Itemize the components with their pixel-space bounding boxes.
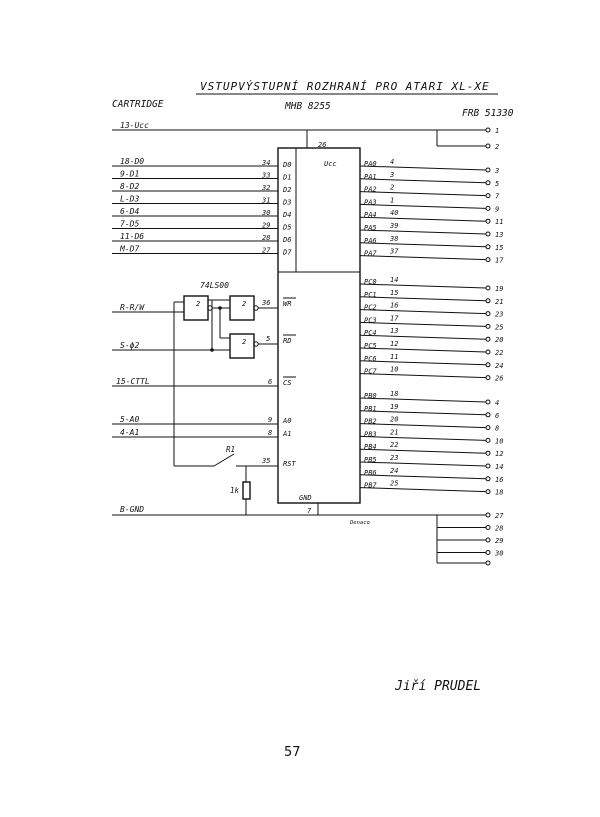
pb-pin-number: 22 bbox=[390, 441, 399, 450]
pc-pin-number: 11 bbox=[390, 352, 399, 361]
pb-line bbox=[360, 424, 486, 428]
pa-pin-number: 40 bbox=[390, 209, 399, 218]
pc-pin-number: 15 bbox=[390, 288, 399, 297]
connector-terminal bbox=[486, 538, 490, 542]
connector-pin-number: 25 bbox=[495, 323, 504, 332]
small-note: Denaco bbox=[350, 520, 370, 526]
connector-pin-number: 18 bbox=[495, 488, 504, 497]
connector-pin-number: 29 bbox=[495, 537, 504, 545]
connector-pin-number: 21 bbox=[495, 297, 504, 306]
pc-line bbox=[360, 297, 486, 301]
pc-pin-name: PC6 bbox=[364, 354, 377, 363]
connector-pin-number: 24 bbox=[495, 361, 504, 370]
connector-pin-number: 1 bbox=[495, 127, 500, 135]
connector-pin-number: 27 bbox=[495, 512, 504, 520]
switch-label: R1 bbox=[226, 445, 236, 454]
pb-line bbox=[360, 462, 486, 466]
connector-pin-number: 14 bbox=[495, 463, 504, 471]
pb-line bbox=[360, 449, 486, 453]
data-pin-number: 27 bbox=[262, 246, 271, 255]
pa-pin-name: PA0 bbox=[364, 160, 377, 168]
pc-pin-name: PC4 bbox=[364, 329, 377, 338]
pa-line bbox=[360, 166, 486, 170]
connector-terminal bbox=[486, 551, 490, 555]
pb-line bbox=[360, 436, 486, 440]
connector-terminal bbox=[486, 194, 490, 198]
doc-code: FRB 51330 bbox=[462, 108, 514, 119]
gate2-pin: 2 bbox=[242, 300, 247, 308]
connector-terminal bbox=[486, 426, 490, 430]
pb-pin-number: 20 bbox=[390, 415, 399, 424]
pa-pin-name: PA5 bbox=[364, 224, 377, 232]
data-pin-name: D6 bbox=[283, 236, 292, 244]
pb-pin-name: PB1 bbox=[364, 404, 377, 413]
rd-pin: 5 bbox=[266, 335, 271, 343]
data-pin-number: 28 bbox=[262, 234, 271, 242]
pb-pin-number: 23 bbox=[390, 454, 399, 462]
data-pin-name: D5 bbox=[283, 223, 292, 232]
connector-pin-number: 13 bbox=[495, 231, 504, 239]
chip-vcc-label: Ucc bbox=[324, 160, 337, 168]
connector-pin-number: 10 bbox=[495, 437, 504, 446]
data-pin-name: D1 bbox=[283, 173, 292, 182]
connector bbox=[437, 127, 504, 565]
connector-terminal bbox=[486, 438, 490, 442]
data-signal-label: M-D7 bbox=[120, 244, 140, 254]
connector-pin-number: 4 bbox=[495, 399, 500, 407]
phi2-signal-label: S-ϕ2 bbox=[120, 341, 140, 350]
connector-pin-number: 7 bbox=[495, 192, 500, 201]
data-signal-label: 6-D4 bbox=[120, 207, 140, 216]
pc-pin-name: PC2 bbox=[364, 303, 377, 312]
data-signal-label: 7-D5 bbox=[120, 219, 140, 229]
pa-line bbox=[360, 256, 486, 260]
pc-pin-number: 12 bbox=[390, 340, 399, 348]
connector-terminal bbox=[486, 350, 490, 354]
connector-terminal bbox=[486, 232, 490, 236]
connector-pin-number: 9 bbox=[495, 205, 500, 214]
pa-pin-number: 37 bbox=[390, 247, 399, 256]
a1-signal-label: 4-A1 bbox=[120, 428, 140, 437]
pc-pin-number: 14 bbox=[390, 276, 399, 284]
pa-pin-name: PA1 bbox=[364, 172, 377, 181]
connector-pin-number: 2 bbox=[495, 143, 500, 151]
connector-pin-number: 28 bbox=[495, 524, 504, 533]
pa-line bbox=[360, 217, 486, 221]
connector-terminal bbox=[486, 206, 490, 210]
connector-pin-number: 23 bbox=[495, 310, 504, 319]
connector-terminal bbox=[486, 513, 490, 517]
rst-label: RST bbox=[283, 460, 296, 468]
connector-terminal bbox=[486, 400, 490, 404]
connector-pin-number: 26 bbox=[495, 374, 504, 383]
connector-terminal bbox=[486, 477, 490, 481]
pa-pin-number: 39 bbox=[390, 222, 399, 230]
pa-pin-number: 1 bbox=[390, 196, 395, 205]
connector-pin-number: 6 bbox=[495, 411, 500, 420]
a0-signal-label: 5-A0 bbox=[120, 415, 140, 424]
pb-pin-name: PB6 bbox=[364, 468, 377, 477]
connector-terminal bbox=[486, 258, 490, 262]
gnd-signal-label: B-GND bbox=[120, 505, 145, 514]
diagram-title: VSTUPVÝSTUPNÍ ROZHRANÍ PRO ATARI XL-XE bbox=[200, 80, 490, 93]
pa-line bbox=[360, 230, 486, 234]
pc-line bbox=[360, 335, 486, 339]
pc-pin-name: PC0 bbox=[364, 278, 377, 286]
pc-pin-name: PC1 bbox=[364, 290, 377, 299]
connector-terminal bbox=[486, 299, 490, 303]
pc-pin-number: 13 bbox=[390, 327, 399, 336]
cctl-signal-label: 15-CTTL bbox=[116, 377, 150, 386]
data-pin-number: 34 bbox=[262, 159, 271, 167]
pa-pin-number: 3 bbox=[390, 170, 395, 179]
a1-label: A1 bbox=[283, 430, 292, 438]
wr-label: WR bbox=[283, 300, 292, 308]
pb-line bbox=[360, 488, 486, 492]
connector-pin-number: 20 bbox=[495, 336, 504, 345]
pc-line bbox=[360, 310, 486, 314]
data-pin-name: D2 bbox=[283, 186, 292, 194]
pa-pin-number: 4 bbox=[390, 158, 395, 166]
pc-pin-number: 10 bbox=[390, 365, 399, 374]
pb-pin-name: PB4 bbox=[364, 443, 377, 452]
chip-gnd-pin: 7 bbox=[307, 507, 312, 515]
a0-label: A0 bbox=[283, 417, 292, 425]
connector-terminal bbox=[486, 337, 490, 341]
connector-pin-number: 17 bbox=[495, 256, 504, 265]
data-pin-number: 30 bbox=[262, 209, 271, 217]
cs-label: CS bbox=[283, 379, 292, 387]
pc-line bbox=[360, 348, 486, 352]
pa-pin-name: PA4 bbox=[364, 211, 377, 220]
pa-line bbox=[360, 243, 486, 247]
data-signal-label: 8-D2 bbox=[120, 182, 140, 191]
pc-line bbox=[360, 361, 486, 365]
connector-terminal bbox=[486, 168, 490, 172]
chip-label: MHB 8255 bbox=[285, 101, 331, 112]
pb-pin-number: 18 bbox=[390, 390, 399, 398]
pa-pin-name: PA7 bbox=[364, 249, 377, 258]
pb-pin-name: PB2 bbox=[364, 417, 377, 426]
cs-pin: 6 bbox=[268, 378, 273, 386]
data-signal-label: L-D3 bbox=[120, 194, 140, 204]
rw-signal-label: R-R/W bbox=[120, 303, 145, 312]
pa-pin-number: 2 bbox=[390, 183, 395, 192]
pb-pin-number: 21 bbox=[390, 428, 399, 437]
pb-pin-name: PB5 bbox=[364, 456, 377, 464]
pb-pin-number: 25 bbox=[390, 479, 399, 488]
gate1-pin: 2 bbox=[196, 300, 201, 308]
chip-vcc-pin: 26 bbox=[318, 141, 327, 149]
pb-line bbox=[360, 411, 486, 415]
connector-pin-number: 16 bbox=[495, 475, 504, 484]
data-bus bbox=[112, 148, 296, 272]
a0-pin: 9 bbox=[268, 416, 273, 424]
pc-pin-number: 17 bbox=[390, 314, 399, 323]
connector-pin-number: 15 bbox=[495, 243, 504, 252]
connector-terminal bbox=[486, 128, 490, 132]
connector-pin-number: 11 bbox=[495, 218, 504, 227]
connector-pin-number: 12 bbox=[495, 450, 504, 459]
connector-terminal bbox=[486, 144, 490, 148]
rd-label: RD bbox=[283, 337, 292, 345]
vcc-signal-label: 13-Ucc bbox=[120, 121, 149, 130]
connector-terminal bbox=[486, 376, 490, 380]
data-pin-number: 31 bbox=[262, 196, 271, 205]
ports bbox=[360, 158, 486, 492]
a1-pin: 8 bbox=[268, 429, 273, 437]
pb-pin-name: PB3 bbox=[364, 430, 377, 439]
cartridge-label: CARTRIDGE bbox=[112, 99, 164, 110]
author-signature: Jiří PRUDEL bbox=[395, 679, 482, 694]
pb-line bbox=[360, 398, 486, 402]
vcc-rail bbox=[112, 121, 486, 146]
pa-pin-number: 38 bbox=[390, 234, 399, 243]
pa-line bbox=[360, 179, 486, 183]
connector-terminal bbox=[486, 490, 490, 494]
pb-pin-number: 19 bbox=[390, 402, 399, 411]
data-pin-name: D7 bbox=[283, 248, 292, 257]
connector-terminal bbox=[486, 286, 490, 290]
data-pin-number: 29 bbox=[262, 221, 271, 230]
pc-pin-name: PC3 bbox=[364, 316, 377, 325]
connector-terminal bbox=[486, 245, 490, 249]
gate-type-label: 74LS00 bbox=[200, 281, 229, 290]
pb-line bbox=[360, 475, 486, 479]
pc-line bbox=[360, 284, 486, 288]
connector-pin-number: 8 bbox=[495, 424, 500, 433]
pa-pin-name: PA2 bbox=[364, 185, 377, 194]
pb-pin-name: PB0 bbox=[364, 392, 377, 400]
data-signal-label: 18-D0 bbox=[120, 157, 145, 166]
connector-terminal bbox=[486, 561, 490, 565]
data-signal-label: 9-D1 bbox=[120, 169, 140, 179]
pb-pin-name: PB7 bbox=[364, 481, 377, 490]
pa-pin-name: PA3 bbox=[364, 198, 377, 207]
pc-line bbox=[360, 374, 486, 378]
pb-pin-number: 24 bbox=[390, 466, 399, 475]
connector-pin-number: 19 bbox=[495, 285, 504, 293]
connector-pin-number: 22 bbox=[495, 349, 504, 357]
connector-terminal bbox=[486, 526, 490, 530]
connector-terminal bbox=[486, 324, 490, 328]
data-pin-number: 33 bbox=[262, 171, 271, 180]
gate3-pin: 2 bbox=[242, 338, 247, 346]
page-number: 57 bbox=[284, 745, 301, 760]
pc-pin-name: PC7 bbox=[364, 367, 377, 376]
connector-terminal bbox=[486, 312, 490, 316]
pa-line bbox=[360, 204, 486, 208]
data-signal-label: 11-D6 bbox=[120, 232, 145, 241]
connector-pin-number: 30 bbox=[495, 549, 504, 558]
rst-pin: 35 bbox=[262, 457, 271, 465]
chip-gnd-label: GND bbox=[299, 494, 312, 502]
data-pin-number: 32 bbox=[262, 184, 271, 192]
data-pin-name: D4 bbox=[283, 211, 292, 219]
connector-terminal bbox=[486, 413, 490, 417]
pa-pin-name: PA6 bbox=[364, 236, 377, 245]
connector-terminal bbox=[486, 219, 490, 223]
pc-pin-number: 16 bbox=[390, 301, 399, 310]
pa-line bbox=[360, 192, 486, 196]
connector-pin-number: 5 bbox=[495, 179, 500, 188]
connector-terminal bbox=[486, 363, 490, 367]
data-pin-name: D3 bbox=[283, 198, 292, 207]
wr-pin: 36 bbox=[262, 299, 271, 307]
resistor-label: 1k bbox=[230, 486, 240, 495]
connector-pin-number: 3 bbox=[495, 167, 500, 175]
pc-pin-name: PC5 bbox=[364, 342, 377, 350]
data-pin-name: D0 bbox=[283, 161, 292, 169]
connector-terminal bbox=[486, 451, 490, 455]
connector-terminal bbox=[486, 464, 490, 468]
connector-terminal bbox=[486, 181, 490, 185]
pc-line bbox=[360, 322, 486, 326]
